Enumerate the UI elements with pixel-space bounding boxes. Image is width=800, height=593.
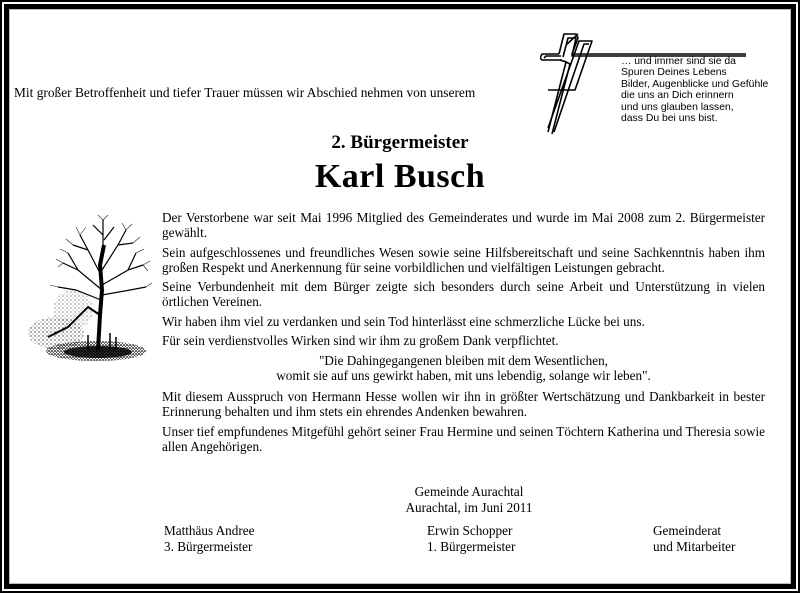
- quote-line: "Die Dahingegangenen bleiben mit dem Wesentlichen,: [319, 352, 608, 368]
- body-paragraph: Wir haben ihm viel zu verdanken und sein Tod hinterlässt eine schmerzliche Lücke bei uns.: [162, 313, 645, 329]
- signatory-role: 1. Bürgermeister: [427, 539, 516, 554]
- signatory-name: Matthäus Andree: [164, 523, 255, 538]
- poem-line: dass Du bei uns bist.: [621, 113, 718, 125]
- body-paragraph: Für sein verdienstvolles Wirken sind wir ihm zu großem Dank verpflichtet.: [162, 333, 559, 349]
- signatory-name: Erwin Schopper: [427, 523, 513, 538]
- quote-line: womit sie auf uns gewirkt haben, mit uns lebendig, solange wir leben".: [276, 367, 651, 383]
- deceased-title: 2. Bürgermeister: [331, 132, 469, 153]
- intro-text: Mit großer Betroffenheit und tiefer Trauer müssen wir Abschied nehmen von unserem: [14, 85, 476, 100]
- body-paragraph: Der Verstorbene war seit Mai 1996 Mitglied des Gemeinderates und wurde im Mai 2008 zum 2. Bürgermeister gewählt.: [162, 210, 765, 241]
- poem-line: die uns an Dich erinnern: [621, 90, 734, 102]
- body-paragraph: Seine Verbundenheit mit dem Bürger zeigte sich besonders durch seine Arbeit und Unterstützung in vielen örtlichen Vereinen.: [162, 279, 765, 310]
- body-paragraph: Mit diesem Ausspruch von Hermann Hesse wollen wir ihn in größter Wertschätzung und Dankbarkeit in bester Erinnerung behalten und ihm stets ein ehrendes Andenken bewahren.: [162, 388, 765, 420]
- poem: [621, 56, 768, 124]
- signatory-2: [427, 523, 515, 555]
- obituary-body: [162, 210, 765, 458]
- signatory-1: [164, 523, 254, 555]
- deceased-name: Karl Busch: [314, 158, 486, 195]
- signatory-role: und Mitarbeiter: [653, 539, 736, 554]
- signatory-name: Gemeinderat: [653, 523, 722, 538]
- poem-line: Bilder, Augenblicke und Gefühle: [621, 78, 769, 90]
- sender-organization: Gemeinde Aurachtal: [414, 484, 524, 499]
- tree-illustration: [18, 215, 158, 365]
- signatory-role: 3. Bürgermeister: [164, 539, 253, 554]
- hesse-quote: [162, 353, 765, 383]
- poem-line: Spuren Deines Lebens: [621, 67, 727, 79]
- poem-line: … und immer sind sie da: [621, 56, 736, 67]
- body-paragraph: Sein aufgeschlossenes und freundliches Wesen sowie seine Hilfsbereitschaft und seine Sachkenntnis haben ihm großen Respekt und Anerkennung für seine vorbildlichen und vielfältigen Leistungen gebracht.: [162, 244, 765, 275]
- poem-line: und uns glauben lassen,: [621, 101, 734, 113]
- signatory-3: [653, 523, 735, 555]
- sender-place-date: Aurachtal, im Juni 2011: [405, 500, 533, 515]
- sender-block: [0, 484, 800, 516]
- body-paragraph: Unser tief empfundenes Mitgefühl gehört seiner Frau Hermine und seinen Töchtern Katherina und Theresia sowie allen Angehörigen.: [162, 423, 765, 454]
